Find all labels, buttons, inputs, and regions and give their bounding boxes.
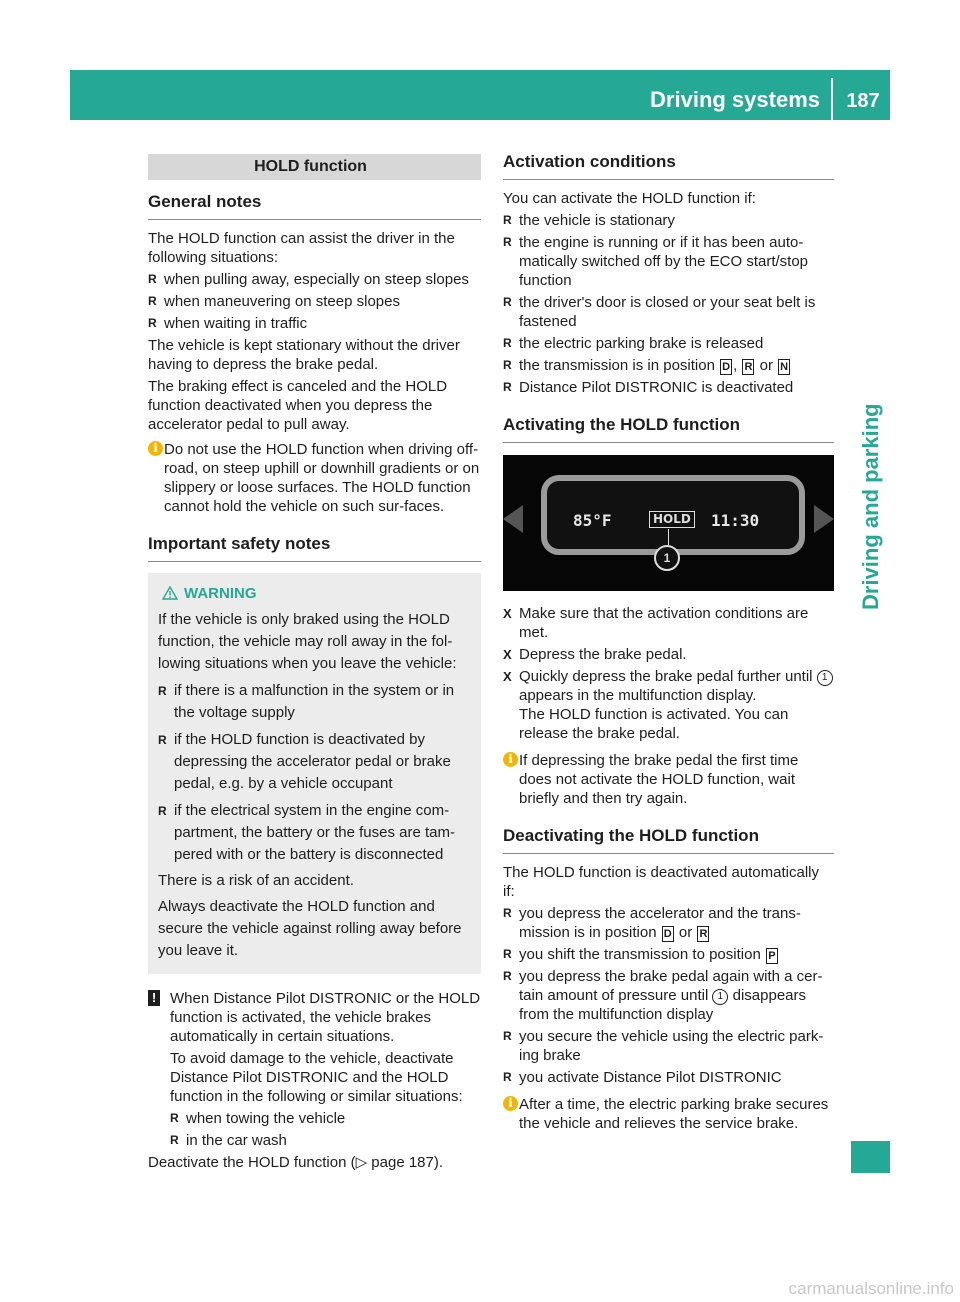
callout-leader (668, 529, 669, 545)
info-note-text: Do not use the HOLD function when driving off-road, on steep uphill or downhill gradients or on slippery or loose surfaces. The HOLD function cannot hold the vehicle on such sur-faces. (164, 441, 480, 515)
activation-heading: Activation conditions (503, 150, 834, 180)
caution-note (148, 989, 481, 1150)
multifunction-display-image (503, 455, 834, 591)
list-item (503, 904, 834, 942)
callout-1: 1 (654, 545, 680, 571)
hold-function-bar: HOLD function (148, 154, 481, 180)
warning-item: R if there is a malfunction in the system or in the voltage supply (158, 680, 473, 724)
list-item: R when maneuvering on steep slopes (148, 292, 481, 311)
stationary-paragraph: The vehicle is kept stationary without the driver having to depress the brake pedal. (148, 337, 460, 373)
right-column (503, 150, 834, 1133)
deact-text: you depress the accelerator and the trans-mission is in position (519, 905, 801, 941)
list-item: R Distance Pilot DISTRONIC is deactivated (503, 378, 834, 397)
gear-r-key: R (697, 926, 709, 942)
left-arrow-icon (503, 505, 523, 533)
activation-intro: You can activate the HOLD function if: (503, 190, 756, 207)
braking-paragraph: The braking effect is canceled and the HOLD function deactivated when you depress the accelerator pedal to pull away. (148, 378, 448, 433)
list-item: R when pulling away, especially on steep slopes (148, 270, 481, 289)
left-column (148, 150, 481, 1172)
section-title: Driving systems (650, 87, 820, 112)
gear-n-key: N (778, 359, 790, 375)
exclamation-icon: ! (148, 990, 160, 1006)
caution-text: When Distance Pilot DISTRONIC or the HOLD function is activated, the vehicle brakes automatically in certain situations. (170, 990, 481, 1045)
side-tab-text: Driving and parking (858, 403, 883, 610)
deact-text: you shift the transmission to position (519, 946, 761, 963)
info-icon: i (503, 1096, 518, 1111)
right-arrow-icon (814, 505, 834, 533)
info-note-text: After a time, the electric parking brake secures the vehicle and relieves the service brake. (519, 1096, 829, 1132)
page-number: 187 (846, 90, 880, 112)
header-divider (831, 78, 833, 120)
info-note (503, 751, 834, 808)
step-item (503, 667, 834, 705)
step-result: The HOLD function is activated. You can release the brake pedal. (519, 706, 789, 742)
warning-item: R if the electrical system in the engine com-partment, the battery or the fuses are tam-pered with or the battery is disconnected (158, 800, 473, 866)
list-item: R the electric parking brake is released (503, 334, 834, 353)
list-item: R you secure the vehicle using the electric park-ing brake (503, 1027, 834, 1065)
warning-advice: Always deactivate the HOLD function and secure the vehicle against rolling away before you leave it. (158, 898, 462, 959)
caution-item: R in the car wash (170, 1131, 481, 1150)
gear-d-key: D (662, 926, 674, 942)
gear-p-key: P (766, 948, 778, 964)
list-item: R the vehicle is stationary (503, 211, 834, 230)
or-text: or (759, 357, 773, 374)
deactivate-reference-text: Deactivate the HOLD function (▷ page 187). (148, 1154, 444, 1171)
step-text: appears in the multifunction display. (519, 687, 757, 704)
caution-text-2: To avoid damage to the vehicle, deactivate Distance Pilot DISTRONIC and the HOLD function in the following or similar situations: (170, 1050, 463, 1105)
display-hold-indicator: HOLD (649, 511, 695, 528)
callout-ref-1: 1 (712, 989, 728, 1005)
deact-text: disappears from the multifunction display (519, 987, 807, 1023)
display-temperature: 85°F (573, 511, 612, 530)
info-note (148, 440, 481, 516)
safety-heading: Important safety notes (148, 532, 481, 562)
page-header (70, 70, 890, 120)
display-time: 11:30 (711, 511, 760, 530)
callout-ref-1: 1 (817, 670, 833, 686)
or-text: or (678, 924, 693, 941)
deactivate-reference[interactable] (148, 1153, 481, 1172)
warning-intro: If the vehicle is only braked using the HOLD function, the vehicle may roll away in the fol-lowing situations when you leave the vehicle: (158, 611, 457, 672)
list-item (503, 356, 834, 375)
condition-position-text: the transmission is in position (519, 357, 715, 374)
list-item: R the engine is running or if it has been auto-matically switched off by the ECO start/stop function (503, 233, 834, 290)
info-note (503, 1095, 834, 1133)
info-icon: i (148, 441, 163, 456)
warning-item: R if the HOLD function is deactivated by depressing the accelerator pedal or brake pedal, e.g. by a vehicle occupant (158, 729, 473, 795)
info-icon: i (503, 752, 518, 767)
intro-paragraph: The HOLD function can assist the driver in the following situations: (148, 230, 455, 266)
deactivating-heading: Deactivating the HOLD function (503, 824, 834, 854)
general-notes-heading: General notes (148, 190, 481, 220)
separator: , (733, 357, 738, 374)
step-item: X Depress the brake pedal. (503, 645, 834, 664)
warning-title-text: WARNING (184, 585, 257, 602)
activating-heading: Activating the HOLD function (503, 413, 834, 443)
gear-d-key: D (720, 359, 732, 375)
caution-item: R when towing the vehicle (170, 1109, 481, 1128)
list-item: R the driver's door is closed or your seat belt is fastened (503, 293, 834, 331)
warning-title (158, 583, 473, 605)
warning-risk: There is a risk of an accident. (158, 872, 354, 889)
list-item (503, 945, 834, 964)
step-text: Quickly depress the brake pedal further until (519, 668, 813, 685)
deact-text: you depress the brake pedal again with a cer-tain amount of pressure until (519, 968, 823, 1004)
side-tab-label (851, 120, 890, 620)
warning-triangle-icon (162, 586, 178, 600)
gear-r-key: R (742, 359, 754, 375)
side-tab-marker (851, 1141, 890, 1173)
list-item: R when waiting in traffic (148, 314, 481, 333)
warning-box (148, 573, 481, 974)
deactivating-intro: The HOLD function is deactivated automatically if: (503, 864, 819, 900)
step-item: X Make sure that the activation conditions are met. (503, 604, 834, 642)
list-item (503, 967, 834, 1024)
list-item: R you activate Distance Pilot DISTRONIC (503, 1068, 834, 1087)
watermark: carmanualsonline.info (788, 1279, 954, 1298)
info-note-text: If depressing the brake pedal the first time does not activate the HOLD function, wait briefly and then try again. (519, 752, 799, 807)
